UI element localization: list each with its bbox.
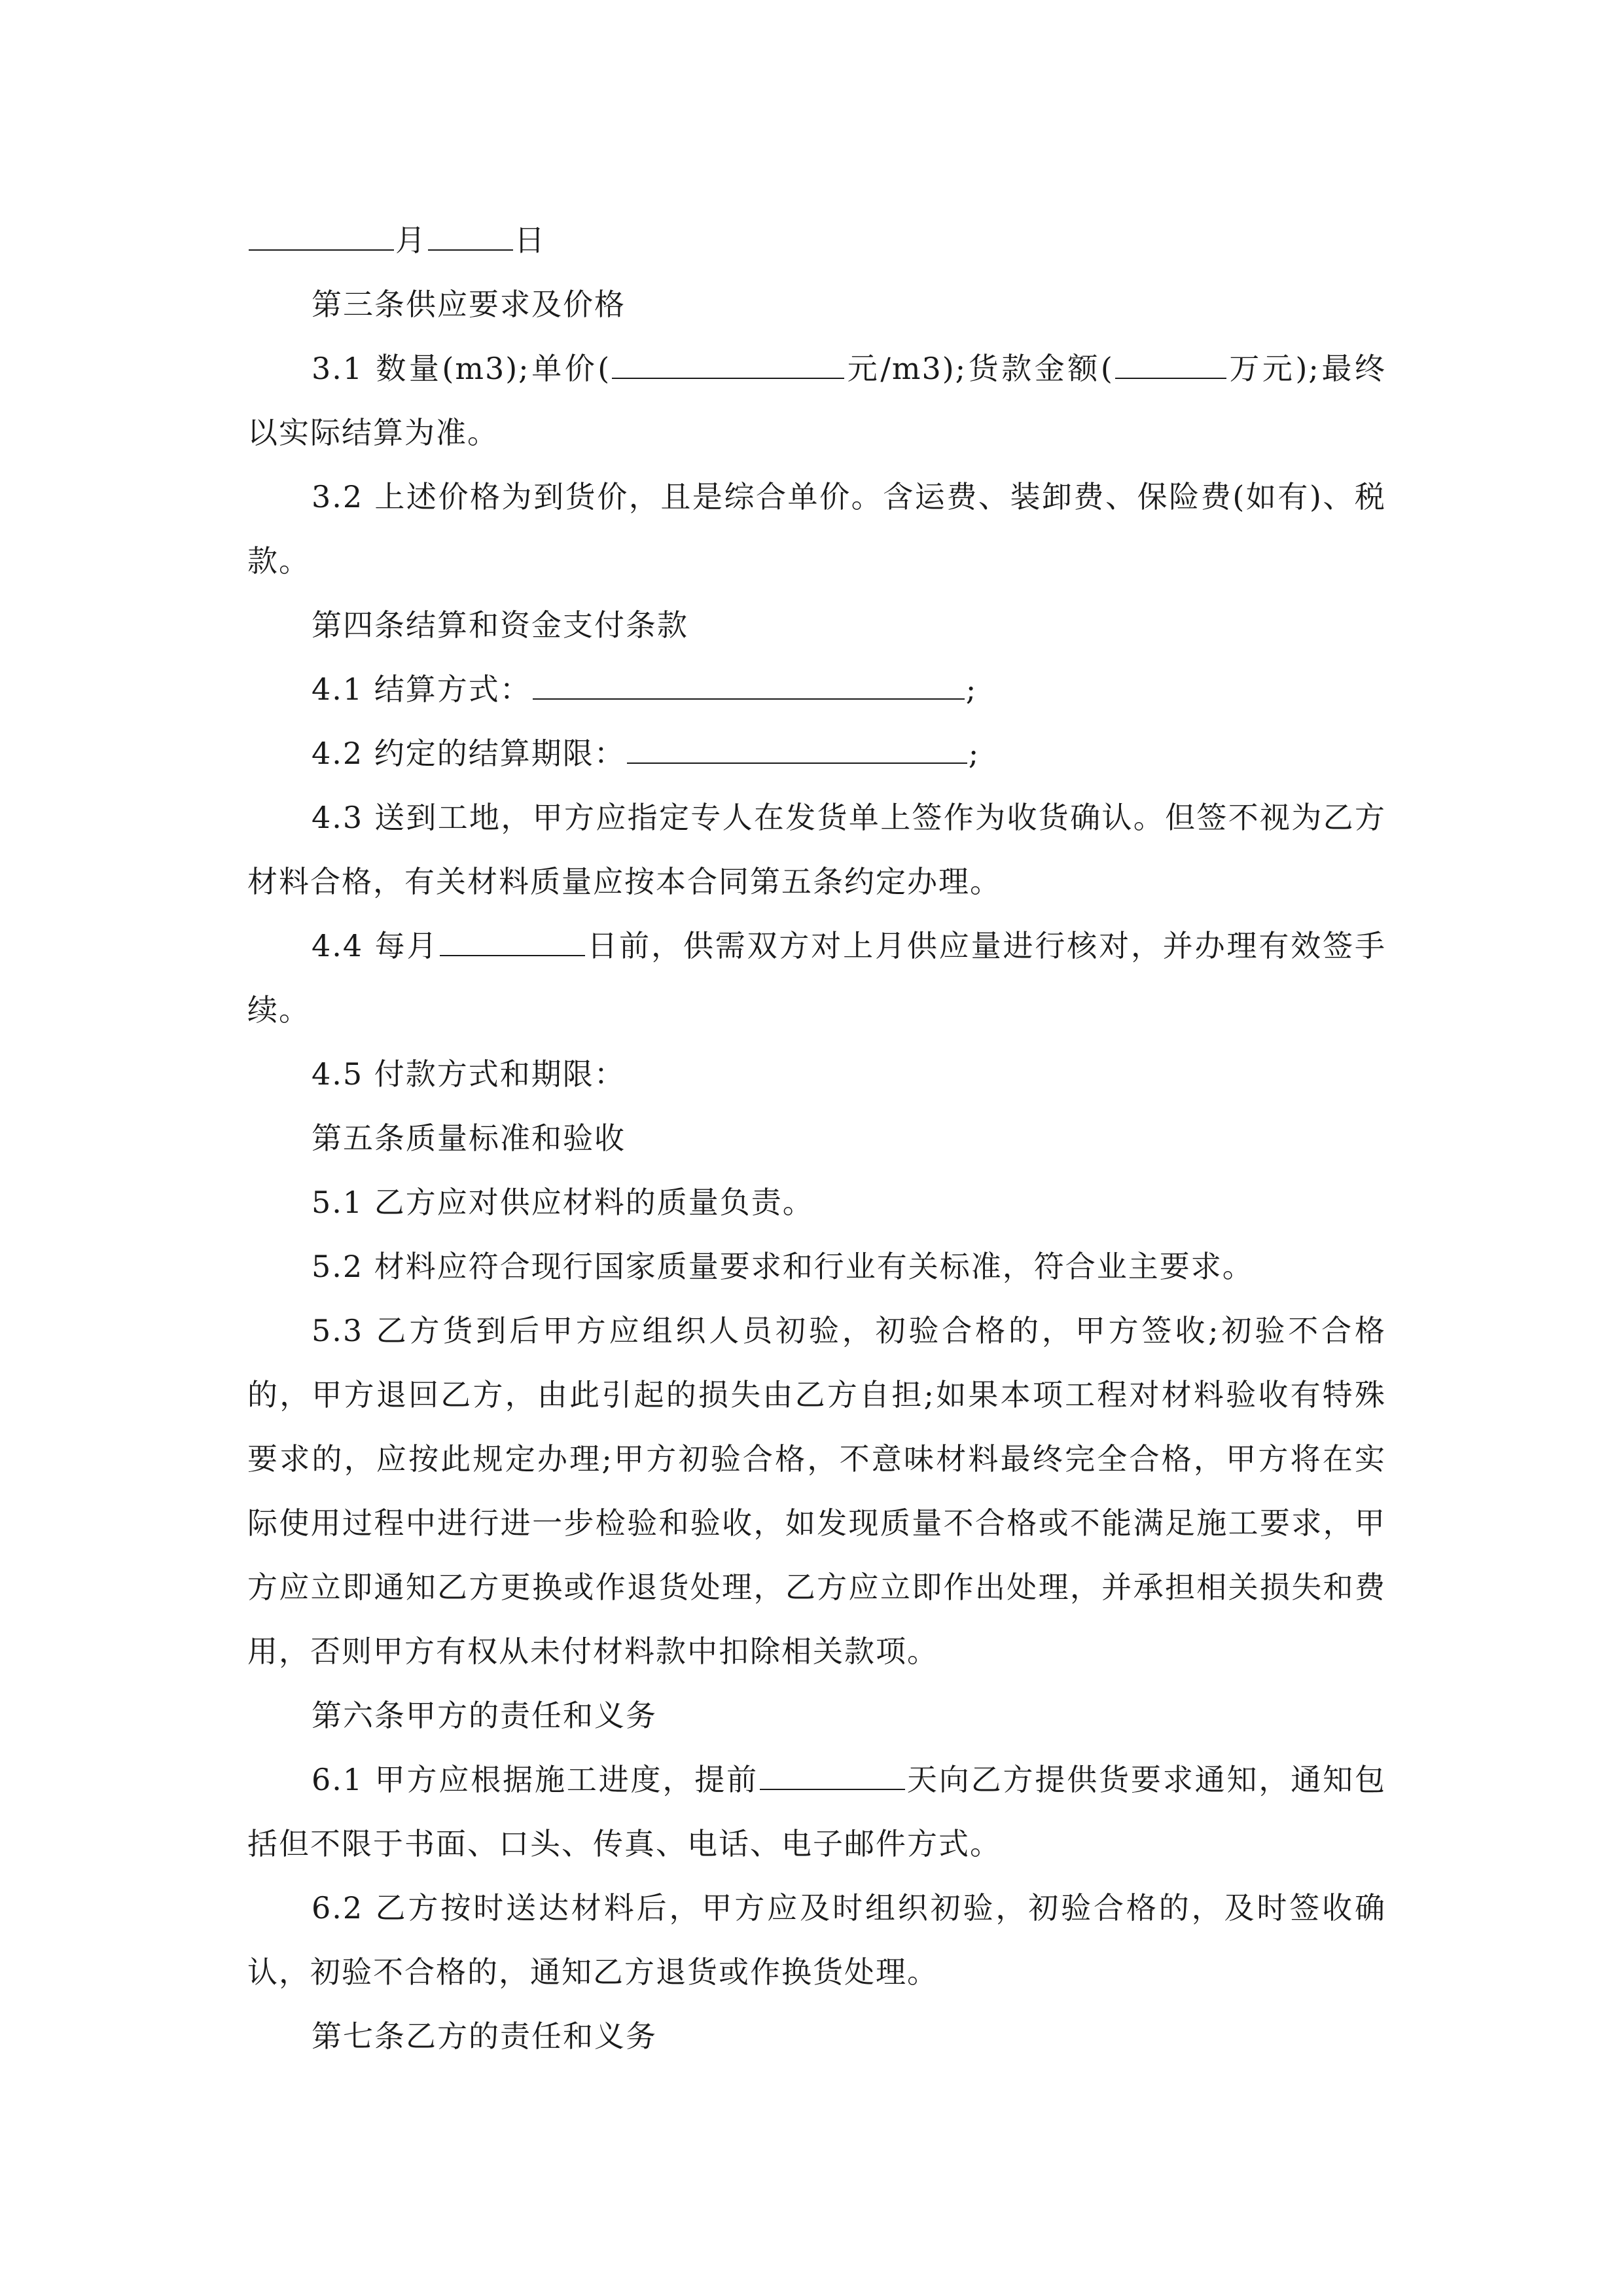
clause-4-1 [247, 657, 1386, 721]
day-label: 日 [514, 223, 546, 258]
clause-4-5: 4.5 付款方式和期限： [312, 1056, 626, 1092]
clause-6-1-part-a: 6.1 甲方应根据施工进度，提前 [312, 1762, 759, 1797]
blank-days-ahead [760, 1755, 905, 1790]
clause-4-4-part-b: 日前，供需双方对上月供应量进行核对，并办理有效签手续。 [247, 928, 1386, 1028]
blank-settlement-method [533, 664, 965, 700]
clause-6-1-part-b: 天向乙方提供货要求通知，通知包括但不限于书面、口头、传真、电话、电子邮件方式。 [247, 1762, 1387, 1861]
clause-6-1 [247, 1748, 1386, 1876]
section-6-title: 第六条甲方的责任和义务 [312, 1698, 657, 1733]
date-line [247, 208, 1386, 272]
blank-total-amount [1115, 344, 1226, 379]
section-5-title: 第五条质量标准和验收 [312, 1121, 626, 1156]
clause-4-1-label: 4.1 结算方式： [312, 672, 531, 707]
clause-3-2: 3.2 上述价格为到货价，且是综合单价。含运费、装卸费、保险费(如有)、税款。 [247, 479, 1386, 579]
clause-3-1 [247, 336, 1386, 465]
blank-day-of-month [440, 921, 585, 956]
blank-settlement-period [627, 728, 967, 764]
clause-3-1-part-a: 3.1 数量(m3);单价( [312, 351, 611, 386]
contract-page [247, 208, 1386, 2068]
clause-4-2-end: ; [968, 736, 980, 771]
clause-5-1: 5.1 乙方应对供应材料的质量负责。 [312, 1185, 814, 1220]
clause-4-4 [247, 914, 1386, 1042]
section-7-title: 第七条乙方的责任和义务 [312, 2018, 657, 2054]
month-label: 月 [395, 223, 427, 258]
section-4-title: 第四条结算和资金支付条款 [312, 607, 688, 643]
clause-3-1-part-b: 元/m3);货款金额( [846, 351, 1114, 386]
clause-4-2-label: 4.2 约定的结算期限： [312, 736, 626, 771]
clause-4-1-end: ; [965, 672, 978, 707]
section-3-title: 第三条供应要求及价格 [312, 287, 626, 322]
clause-4-2 [247, 721, 1386, 785]
clause-5-3: 5.3 乙方货到后甲方应组织人员初验，初验合格的，甲方签收;初验不合格的，甲方退回乙方，由此引起的损失由乙方自担;如果本项工程对材料验收有特殊要求的，应按此规定办理;甲方初验合格，不意味材料最终完全合格，甲方将在实际使用过程中进行进一步检验和验收，如发现质量不合格或不能满足施工要求，甲方应立即通知乙方更换或作退货处理，乙方应立即作出处理，并承担相关损失和费用，否则甲方有权从未付材料款中扣除相关款项。 [247, 1313, 1386, 1669]
clause-5-2: 5.2 材料应符合现行国家质量要求和行业有关标准，符合业主要求。 [312, 1249, 1254, 1284]
blank-unit-price [612, 344, 844, 379]
clause-3-1-part-c: 万元);最终以实际结算为准。 [247, 351, 1387, 450]
blank-day [428, 215, 513, 251]
clause-4-4-part-a: 4.4 每月 [312, 928, 439, 963]
clause-6-2: 6.2 乙方按时送达材料后，甲方应及时组织初验，初验合格的，及时签收确认，初验不合格的，通知乙方退货或作换货处理。 [247, 1890, 1386, 1990]
blank-month [249, 215, 394, 251]
clause-4-3: 4.3 送到工地，甲方应指定专人在发货单上签作为收货确认。但签不视为乙方材料合格，有关材料质量应按本合同第五条约定办理。 [247, 800, 1386, 899]
